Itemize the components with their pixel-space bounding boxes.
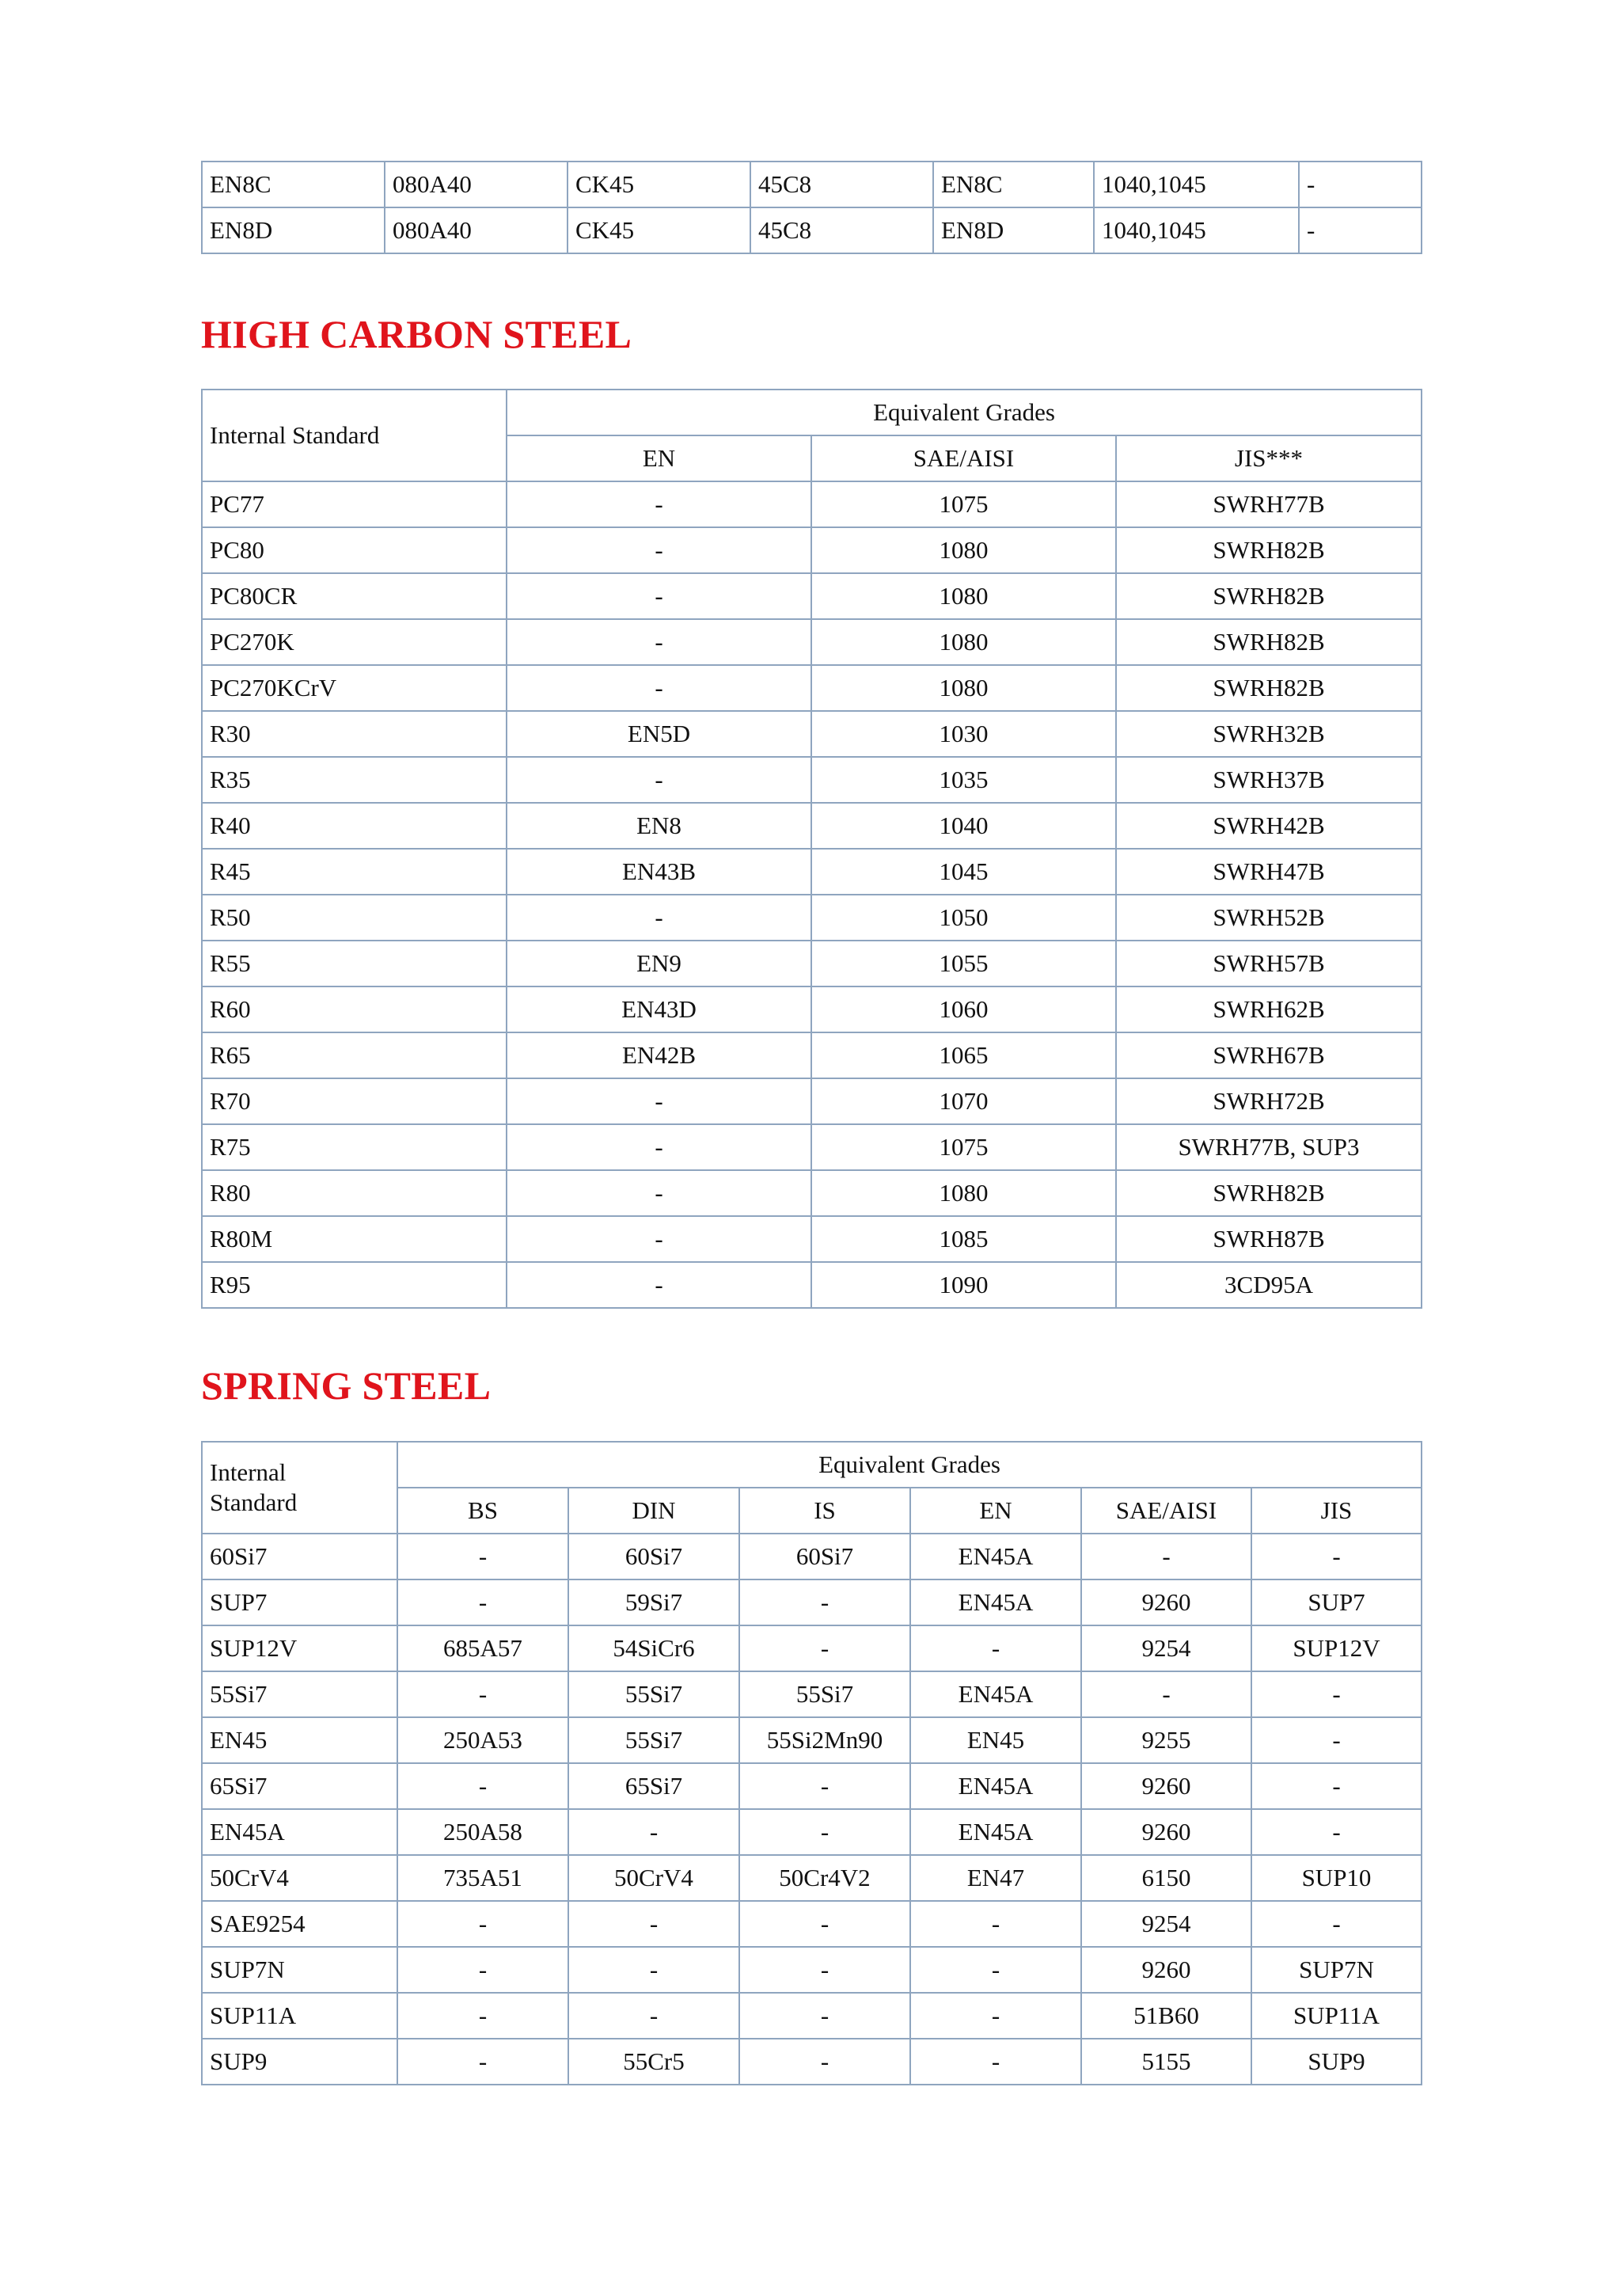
table-cell: 250A58: [397, 1809, 568, 1855]
header-equivalent-grades: Equivalent Grades: [397, 1442, 1422, 1488]
table-cell: SWRH82B: [1116, 527, 1422, 573]
table-cell-grade: EN45A: [202, 1809, 397, 1855]
table-cell: -: [739, 1809, 910, 1855]
table-cell: 1040,1045: [1094, 207, 1299, 253]
table-cell: 1035: [811, 757, 1116, 803]
table-cell: EN43D: [507, 986, 811, 1032]
table-cell: 9260: [1081, 1763, 1251, 1809]
table-cell: 9260: [1081, 1579, 1251, 1625]
table-cell-grade: PC270KCrV: [202, 665, 507, 711]
table-row: [202, 757, 1422, 803]
table-cell: SWRH87B: [1116, 1216, 1422, 1262]
table-cell: -: [568, 1947, 739, 1993]
table-cell: 51B60: [1081, 1993, 1251, 2039]
table-cell: -: [507, 665, 811, 711]
table-cell: 55Si7: [568, 1717, 739, 1763]
high-carbon-steel-table-header: [202, 390, 1422, 481]
table-cell-grade: R60: [202, 986, 507, 1032]
spring-steel-table: [201, 1441, 1422, 2085]
table-cell: EN42B: [507, 1032, 811, 1078]
table-cell: -: [739, 1579, 910, 1625]
table-cell-grade: SUP11A: [202, 1993, 397, 2039]
table-row: [202, 665, 1422, 711]
table-cell: -: [507, 573, 811, 619]
table-cell: EN45: [910, 1717, 1081, 1763]
table-cell: 1030: [811, 711, 1116, 757]
table-cell: 45C8: [750, 162, 933, 207]
table-cell: SUP10: [1251, 1855, 1422, 1901]
table-cell-grade: EN8D: [202, 207, 385, 253]
header-jis: JIS: [1251, 1488, 1422, 1534]
table-cell: -: [568, 1993, 739, 2039]
table-row: [202, 1717, 1422, 1763]
header-internal-line1: Internal: [210, 1458, 287, 1486]
table-cell: 080A40: [385, 162, 568, 207]
table-cell-grade: R70: [202, 1078, 507, 1124]
header-is: IS: [739, 1488, 910, 1534]
table-cell: 55Si2Mn90: [739, 1717, 910, 1763]
table-cell: -: [397, 1947, 568, 1993]
table-cell: SWRH82B: [1116, 665, 1422, 711]
table-cell: -: [397, 1901, 568, 1947]
table-cell-grade: R95: [202, 1262, 507, 1308]
table-row: [202, 1032, 1422, 1078]
table-cell-grade: SUP7N: [202, 1947, 397, 1993]
table-cell: SWRH77B: [1116, 481, 1422, 527]
table-cell: SWRH82B: [1116, 619, 1422, 665]
table-row: [202, 1216, 1422, 1262]
table-cell-grade: R35: [202, 757, 507, 803]
table-cell: 45C8: [750, 207, 933, 253]
header-sae-aisi: SAE/AISI: [811, 435, 1116, 481]
table-row: [202, 711, 1422, 757]
table-cell: SWRH42B: [1116, 803, 1422, 849]
table-cell: CK45: [568, 162, 750, 207]
table-cell: 1080: [811, 665, 1116, 711]
table-cell: SUP11A: [1251, 1993, 1422, 2039]
table-row: [202, 573, 1422, 619]
table-cell: 1075: [811, 481, 1116, 527]
table-cell: 60Si7: [739, 1534, 910, 1579]
table-cell: CK45: [568, 207, 750, 253]
table-cell: -: [1081, 1671, 1251, 1717]
table-cell: 1050: [811, 895, 1116, 941]
table-cell: 55Si7: [568, 1671, 739, 1717]
table-cell: -: [1081, 1534, 1251, 1579]
table-row: [202, 895, 1422, 941]
table-cell: SUP7N: [1251, 1947, 1422, 1993]
table-cell: -: [1251, 1671, 1422, 1717]
table-row: [202, 207, 1422, 253]
table-cell: 1080: [811, 527, 1116, 573]
table-cell: 59Si7: [568, 1579, 739, 1625]
table-cell: -: [910, 1901, 1081, 1947]
table-cell: 1070: [811, 1078, 1116, 1124]
table-cell: 1080: [811, 619, 1116, 665]
table-cell: -: [1251, 1534, 1422, 1579]
table-cell-grade: R75: [202, 1124, 507, 1170]
table-cell: 1065: [811, 1032, 1116, 1078]
table-cell: EN45A: [910, 1671, 1081, 1717]
table-cell: SWRH82B: [1116, 573, 1422, 619]
table-cell: SWRH32B: [1116, 711, 1422, 757]
table-cell: EN5D: [507, 711, 811, 757]
table-row: [202, 1763, 1422, 1809]
table-cell: 1055: [811, 941, 1116, 986]
table-cell-grade: R80M: [202, 1216, 507, 1262]
table-row: [202, 1855, 1422, 1901]
table-cell: -: [397, 2039, 568, 2085]
table-cell: -: [910, 1625, 1081, 1671]
table-cell: -: [507, 1170, 811, 1216]
table-cell-grade: R45: [202, 849, 507, 895]
table-cell: -: [568, 1809, 739, 1855]
table-row: [202, 941, 1422, 986]
table-cell: 1090: [811, 1262, 1116, 1308]
high-carbon-steel-table: [201, 389, 1422, 1309]
table-row: [202, 1671, 1422, 1717]
table-cell: -: [507, 1124, 811, 1170]
table-cell-grade: R40: [202, 803, 507, 849]
table-row: [202, 849, 1422, 895]
table-cell: -: [739, 1993, 910, 2039]
table-cell: SWRH72B: [1116, 1078, 1422, 1124]
table-cell: -: [739, 1625, 910, 1671]
table-row: [202, 1901, 1422, 1947]
table-row: [202, 1170, 1422, 1216]
high-carbon-steel-table-body: [202, 481, 1422, 1308]
table-cell: SWRH57B: [1116, 941, 1422, 986]
high-carbon-steel-title: HIGH CARBON STEEL: [201, 312, 632, 356]
table-row: [202, 1262, 1422, 1308]
table-cell: 080A40: [385, 207, 568, 253]
table-cell: -: [910, 2039, 1081, 2085]
table-cell: SWRH37B: [1116, 757, 1422, 803]
table-cell-grade: PC77: [202, 481, 507, 527]
header-bs: BS: [397, 1488, 568, 1534]
table-row: [202, 1579, 1422, 1625]
table-row: [202, 619, 1422, 665]
table-cell: SWRH52B: [1116, 895, 1422, 941]
table-cell-grade: 60Si7: [202, 1534, 397, 1579]
table-cell-grade: R30: [202, 711, 507, 757]
table-cell-grade: PC80: [202, 527, 507, 573]
table-cell: EN45A: [910, 1579, 1081, 1625]
table-cell: 9254: [1081, 1625, 1251, 1671]
table-cell: EN45A: [910, 1534, 1081, 1579]
table-cell: -: [910, 1947, 1081, 1993]
table-cell: 60Si7: [568, 1534, 739, 1579]
table-cell-grade: PC270K: [202, 619, 507, 665]
table-cell: -: [739, 1901, 910, 1947]
table-row: [202, 1947, 1422, 1993]
table-cell: 6150: [1081, 1855, 1251, 1901]
table-cell: -: [507, 527, 811, 573]
table-cell: 685A57: [397, 1625, 568, 1671]
table-cell: -: [1251, 1901, 1422, 1947]
table-cell: EN8: [507, 803, 811, 849]
table-cell: EN8C: [933, 162, 1094, 207]
header-en: EN: [507, 435, 811, 481]
table-cell: 1040,1045: [1094, 162, 1299, 207]
table-cell: -: [1251, 1809, 1422, 1855]
table-cell: 50Cr4V2: [739, 1855, 910, 1901]
table-cell: -: [1299, 162, 1422, 207]
table-cell-grade: R80: [202, 1170, 507, 1216]
header-en: EN: [910, 1488, 1081, 1534]
table-cell: 250A53: [397, 1717, 568, 1763]
table-cell: -: [397, 1671, 568, 1717]
header-jis: JIS***: [1116, 435, 1422, 481]
table-cell: SUP7: [1251, 1579, 1422, 1625]
table-cell: -: [507, 619, 811, 665]
table-cell: 55Cr5: [568, 2039, 739, 2085]
table-cell: -: [1299, 207, 1422, 253]
table-row: [202, 2039, 1422, 2085]
table-row: [202, 1078, 1422, 1124]
header-sae-aisi: SAE/AISI: [1081, 1488, 1251, 1534]
table-cell: 9255: [1081, 1717, 1251, 1763]
table-cell-grade: 55Si7: [202, 1671, 397, 1717]
spring-steel-title: SPRING STEEL: [201, 1363, 492, 1408]
table-cell-grade: R50: [202, 895, 507, 941]
table-row: [202, 803, 1422, 849]
header-internal-standard: [202, 1442, 397, 1534]
table-cell-grade: EN8C: [202, 162, 385, 207]
table-row: [202, 1993, 1422, 2039]
table-cell: -: [397, 1579, 568, 1625]
table-cell: -: [397, 1993, 568, 2039]
table-row: [202, 527, 1422, 573]
table-cell: EN9: [507, 941, 811, 986]
table-cell: -: [507, 895, 811, 941]
table-header-row: [202, 1442, 1422, 1488]
table-cell: -: [739, 2039, 910, 2085]
table-cell: SWRH77B, SUP3: [1116, 1124, 1422, 1170]
table-cell: 65Si7: [568, 1763, 739, 1809]
table-cell: 1040: [811, 803, 1116, 849]
carry-over-table: [201, 161, 1422, 254]
table-cell: -: [568, 1901, 739, 1947]
table-cell: -: [507, 757, 811, 803]
table-cell-grade: R55: [202, 941, 507, 986]
table-cell: SWRH82B: [1116, 1170, 1422, 1216]
table-cell: SUP9: [1251, 2039, 1422, 2085]
table-row: [202, 1625, 1422, 1671]
spring-steel-table-header: [202, 1442, 1422, 1534]
table-cell: 1060: [811, 986, 1116, 1032]
table-cell: -: [507, 1216, 811, 1262]
table-cell: -: [910, 1993, 1081, 2039]
table-cell: 55Si7: [739, 1671, 910, 1717]
table-cell: 50CrV4: [568, 1855, 739, 1901]
table-cell: 54SiCr6: [568, 1625, 739, 1671]
table-cell: EN47: [910, 1855, 1081, 1901]
table-cell-grade: SUP9: [202, 2039, 397, 2085]
table-cell-grade: SUP12V: [202, 1625, 397, 1671]
table-row: [202, 1809, 1422, 1855]
table-cell-grade: SAE9254: [202, 1901, 397, 1947]
table-cell: EN45A: [910, 1809, 1081, 1855]
header-internal-standard: Internal Standard: [202, 390, 507, 481]
table-cell: 1045: [811, 849, 1116, 895]
table-cell: 1085: [811, 1216, 1116, 1262]
table-row: [202, 162, 1422, 207]
header-equivalent-grades: Equivalent Grades: [507, 390, 1422, 435]
table-cell: 9260: [1081, 1947, 1251, 1993]
table-row: [202, 1124, 1422, 1170]
table-cell: 9254: [1081, 1901, 1251, 1947]
table-cell: -: [397, 1763, 568, 1809]
table-cell-grade: SUP7: [202, 1579, 397, 1625]
table-cell: 1080: [811, 1170, 1116, 1216]
header-din: DIN: [568, 1488, 739, 1534]
table-cell: EN8D: [933, 207, 1094, 253]
table-header-row: [202, 390, 1422, 435]
table-cell-grade: EN45: [202, 1717, 397, 1763]
table-cell: -: [1251, 1763, 1422, 1809]
table-cell-grade: PC80CR: [202, 573, 507, 619]
table-cell-grade: R65: [202, 1032, 507, 1078]
table-cell: EN45A: [910, 1763, 1081, 1809]
table-cell: SUP12V: [1251, 1625, 1422, 1671]
table-cell: 1080: [811, 573, 1116, 619]
table-cell: -: [739, 1763, 910, 1809]
table-cell: -: [507, 1078, 811, 1124]
table-cell: -: [1251, 1717, 1422, 1763]
table-cell-grade: 50CrV4: [202, 1855, 397, 1901]
table-cell: EN43B: [507, 849, 811, 895]
table-cell-grade: 65Si7: [202, 1763, 397, 1809]
table-cell: SWRH67B: [1116, 1032, 1422, 1078]
table-cell: -: [507, 481, 811, 527]
table-cell: SWRH62B: [1116, 986, 1422, 1032]
table-cell: -: [507, 1262, 811, 1308]
spring-steel-table-body: [202, 1534, 1422, 2085]
table-cell: 3CD95A: [1116, 1262, 1422, 1308]
table-cell: SWRH47B: [1116, 849, 1422, 895]
table-row: [202, 986, 1422, 1032]
table-cell: 1075: [811, 1124, 1116, 1170]
table-cell: -: [739, 1947, 910, 1993]
table-cell: 9260: [1081, 1809, 1251, 1855]
table-cell: -: [397, 1534, 568, 1579]
table-row: [202, 481, 1422, 527]
table-cell: 735A51: [397, 1855, 568, 1901]
header-internal-line2: Standard: [210, 1488, 298, 1516]
table-row: [202, 1534, 1422, 1579]
table-cell: 5155: [1081, 2039, 1251, 2085]
carry-over-table-body: [202, 162, 1422, 253]
